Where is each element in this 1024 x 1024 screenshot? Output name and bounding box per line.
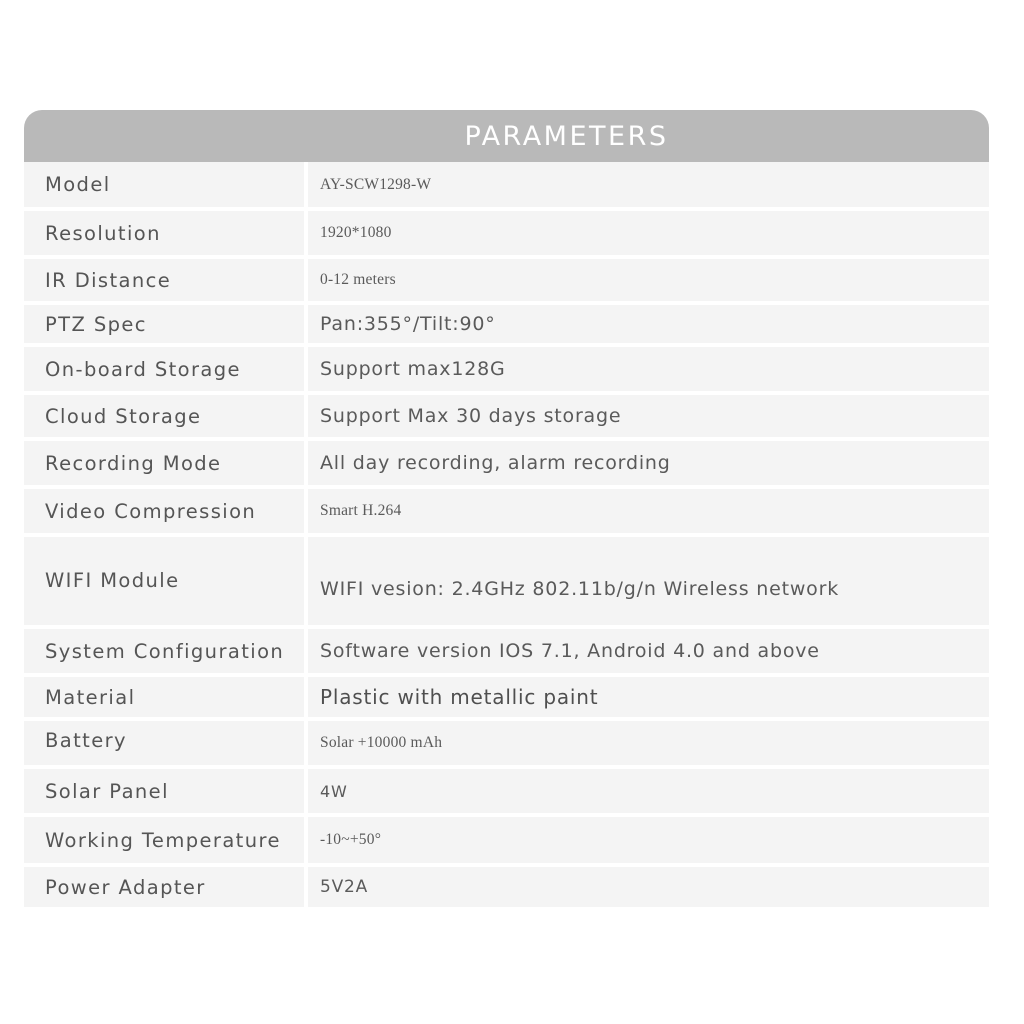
table-row <box>24 162 989 207</box>
parameters-table <box>24 110 989 907</box>
table-row <box>24 537 989 625</box>
table-row <box>24 211 989 255</box>
table-row <box>24 677 989 717</box>
table-row <box>24 259 989 301</box>
row-label-material: Material <box>24 677 304 717</box>
table-header <box>24 110 989 162</box>
row-value-ptz-spec: Pan:355°/Tilt:90° <box>308 305 989 343</box>
row-label-resolution: Resolution <box>24 211 304 255</box>
row-value-onboard-storage: Support max128G <box>308 347 989 391</box>
row-value-power-adapter: 5V2A <box>308 867 989 907</box>
row-label-ir-distance: IR Distance <box>24 259 304 301</box>
row-label-wifi-module: WIFI Module <box>24 537 304 625</box>
row-value-battery: Solar +10000 mAh <box>308 721 989 765</box>
row-value-wifi-module: WIFI vesion: 2.4GHz 802.11b/g/n Wireless network <box>308 537 989 625</box>
table-row <box>24 721 989 765</box>
row-value-system-configuration: Software version IOS 7.1, Android 4.0 and above <box>308 629 989 673</box>
row-label-recording-mode: Recording Mode <box>24 441 304 485</box>
table-row <box>24 305 989 343</box>
table-title: PARAMETERS <box>464 120 669 152</box>
row-label-video-compression: Video Compression <box>24 489 304 533</box>
row-value-recording-mode: All day recording, alarm recording <box>308 441 989 485</box>
table-body <box>24 162 989 907</box>
table-row <box>24 395 989 437</box>
table-row <box>24 629 989 673</box>
row-label-system-configuration: System Configuration <box>24 629 304 673</box>
table-row <box>24 347 989 391</box>
table-row <box>24 441 989 485</box>
row-value-ir-distance: 0-12 meters <box>308 259 989 301</box>
table-row <box>24 867 989 907</box>
row-value-working-temperature: -10~+50° <box>308 817 989 863</box>
table-row <box>24 489 989 533</box>
row-value-model: AY-SCW1298-W <box>308 162 989 207</box>
row-label-working-temperature: Working Temperature <box>24 817 304 863</box>
row-label-onboard-storage: On-board Storage <box>24 347 304 391</box>
row-label-solar-panel: Solar Panel <box>24 769 304 813</box>
row-value-solar-panel: 4W <box>308 769 989 813</box>
table-row <box>24 817 989 863</box>
row-label-battery: Battery <box>24 721 304 765</box>
table-row <box>24 769 989 813</box>
row-value-resolution: 1920*1080 <box>308 211 989 255</box>
row-value-video-compression: Smart H.264 <box>308 489 989 533</box>
row-label-cloud-storage: Cloud Storage <box>24 395 304 437</box>
row-label-power-adapter: Power Adapter <box>24 867 304 907</box>
row-label-ptz-spec: PTZ Spec <box>24 305 304 343</box>
row-value-material: Plastic with metallic paint <box>308 677 989 717</box>
row-value-cloud-storage: Support Max 30 days storage <box>308 395 989 437</box>
row-label-model: Model <box>24 162 304 207</box>
